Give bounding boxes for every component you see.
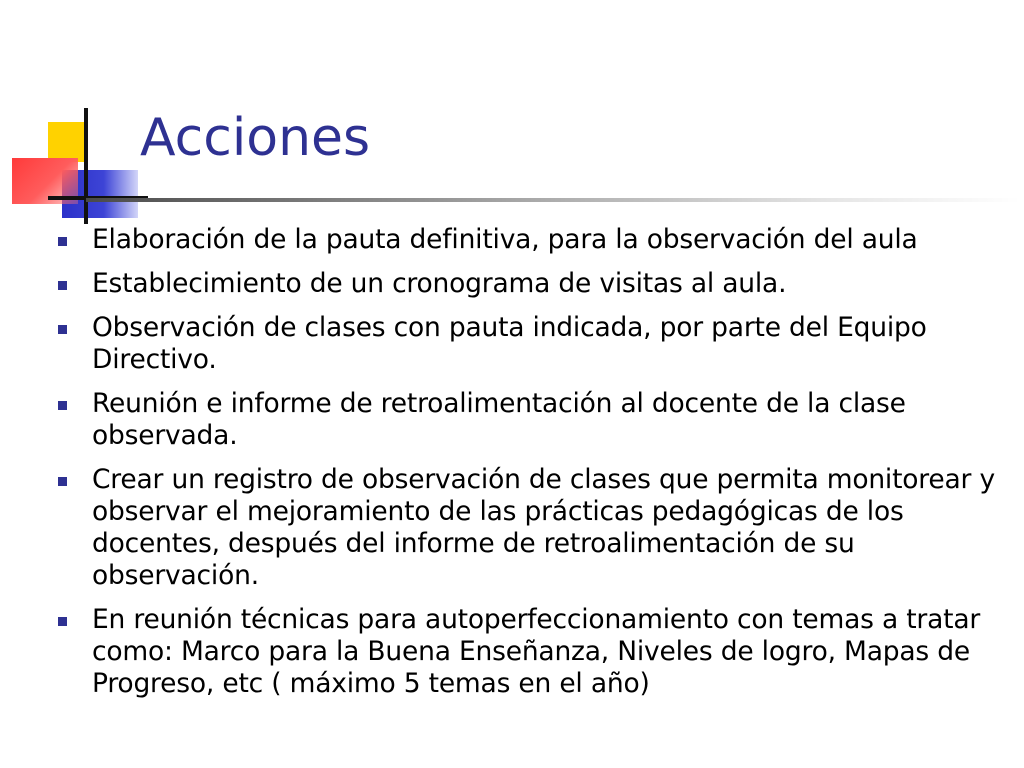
square-bullet-icon: [58, 401, 67, 410]
list-item: [56, 268, 1006, 300]
title-underline: [86, 198, 1020, 202]
list-item: [56, 224, 1006, 256]
square-bullet-icon: [58, 237, 67, 246]
decorative-logo-icon: [0, 0, 160, 240]
list-item-text: Crear un registro de observación de clases que permita monitorear y observar el mejoramiento de las prácticas pedagógicas de los docentes, después del informe de retroalimentación de su observación.: [92, 464, 995, 591]
slide-title: Acciones: [140, 108, 371, 168]
bullet-list: [56, 224, 1006, 712]
list-item: [56, 604, 1006, 700]
list-item: [56, 312, 1006, 376]
square-bullet-icon: [58, 325, 67, 334]
square-bullet-icon: [58, 477, 67, 486]
list-item-text: Elaboración de la pauta definitiva, para la observación del aula: [92, 224, 918, 255]
list-item: [56, 464, 1006, 592]
list-item-text: En reunión técnicas para autoperfeccionamiento con temas a tratar como: Marco para la Buena Enseñanza, Niveles de logro, Mapas de Progreso, etc ( máximo 5 temas en el año): [92, 604, 981, 699]
list-item-text: Observación de clases con pauta indicada, por parte del Equipo Directivo.: [92, 312, 927, 375]
yellow-square: [48, 122, 88, 162]
square-bullet-icon: [58, 617, 67, 626]
list-item-text: Reunión e informe de retroalimentación al docente de la clase observada.: [92, 388, 906, 451]
square-bullet-icon: [58, 281, 67, 290]
vertical-line: [84, 108, 88, 224]
list-item: [56, 388, 1006, 452]
list-item-text: Establecimiento de un cronograma de visitas al aula.: [92, 268, 787, 299]
